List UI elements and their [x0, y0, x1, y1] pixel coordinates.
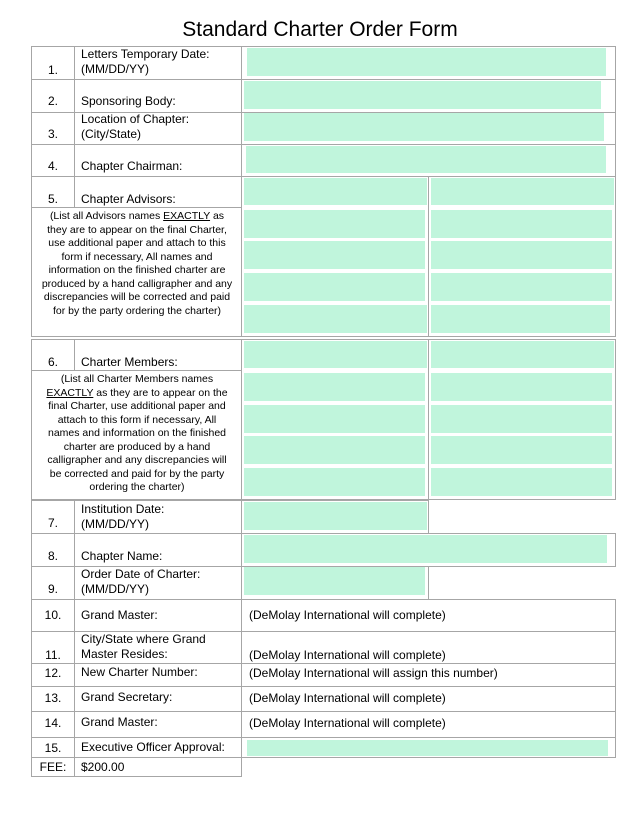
row-10-label: Grand Master: — [81, 608, 158, 622]
row-3-label-line1: Location of Chapter: — [81, 112, 190, 126]
row-9-number: 9. — [47, 582, 58, 596]
member-field-1a[interactable] — [244, 341, 427, 368]
advisors-note-exactly: EXACTLY — [163, 210, 211, 222]
advisors-note-line1-post: as — [210, 210, 225, 222]
row-8-label: Chapter Name: — [81, 549, 163, 563]
member-field-2b[interactable] — [431, 373, 612, 401]
sponsoring-body-field[interactable] — [244, 81, 601, 109]
member-field-3b[interactable] — [431, 405, 612, 433]
location-of-chapter-field[interactable] — [244, 113, 604, 141]
row-12-value: (DeMolay International will assign this number) — [249, 666, 498, 680]
row-6-label: Charter Members: — [81, 355, 178, 369]
member-field-5a[interactable] — [244, 468, 425, 496]
members-note-line6: charter are produced by a hand — [63, 440, 211, 453]
row-13-number: 13. — [44, 691, 62, 705]
members-note-line2-post: as they are to appear on the — [93, 386, 228, 399]
member-field-4b[interactable] — [431, 436, 612, 464]
members-note — [34, 373, 240, 495]
advisor-field-4b[interactable] — [431, 273, 612, 301]
row-15-number: 15. — [44, 741, 62, 755]
advisor-field-1a[interactable] — [244, 178, 427, 205]
advisors-note-line8: for by the party ordering the charter) — [52, 304, 222, 317]
members-note-exactly: EXACTLY — [46, 386, 94, 399]
row-9-label-line1: Order Date of Charter: — [81, 567, 201, 581]
fee-value: $200.00 — [81, 760, 125, 774]
order-date-of-charter-field[interactable] — [244, 567, 425, 595]
row-3-label-line2: (City/State) — [81, 127, 142, 141]
chapter-chairman-field[interactable] — [246, 146, 606, 173]
row-4-number: 4. — [47, 159, 58, 173]
row-11-label-line1: City/State where Grand — [81, 632, 206, 646]
institution-date-field[interactable] — [244, 502, 427, 530]
members-note-line3: final Charter, use additional paper and — [48, 400, 226, 412]
advisors-note-line7: discrepancies will be corrected and paid — [43, 291, 231, 303]
advisor-field-2a[interactable] — [244, 210, 425, 238]
form-title: Standard Charter Order Form — [182, 18, 458, 41]
row-15-label: Executive Officer Approval: — [81, 740, 225, 754]
row-10-value: (DeMolay International will complete) — [249, 608, 446, 622]
row-6-number: 6. — [47, 355, 58, 369]
row-7-number: 7. — [47, 516, 58, 530]
advisor-field-3b[interactable] — [431, 241, 612, 269]
chapter-name-field[interactable] — [244, 535, 607, 563]
row-4-label: Chapter Chairman: — [81, 159, 183, 173]
row-7-label-line1: Institution Date: — [81, 502, 165, 516]
row-1-label-line1: Letters Temporary Date: — [81, 47, 210, 61]
row-10-number: 10. — [44, 608, 62, 622]
member-field-2a[interactable] — [244, 373, 425, 401]
row-13-label: Grand Secretary: — [81, 690, 173, 704]
row-12-label: New Charter Number: — [81, 665, 198, 679]
advisor-field-2b[interactable] — [431, 210, 612, 238]
row-11-value: (DeMolay International will complete) — [249, 648, 446, 662]
row-9-label-line2: (MM/DD/YY) — [81, 582, 149, 596]
fee-label: FEE: — [39, 760, 67, 774]
row-1-number: 1. — [47, 63, 58, 77]
members-note-line4: attach to this form if necessary, All — [57, 413, 217, 426]
member-field-4a[interactable] — [244, 436, 425, 464]
row-14-number: 14. — [44, 716, 62, 730]
advisors-note-line5: information on the finished charter are — [48, 264, 226, 276]
row-1-label-line2: (MM/DD/YY) — [81, 62, 149, 76]
advisors-note — [34, 210, 240, 318]
members-note-line9: ordering the charter) — [89, 481, 185, 493]
member-field-1b[interactable] — [431, 341, 614, 368]
advisors-note-line4: form if necessary, All names and — [61, 250, 213, 263]
members-note-line1: (List all Charter Members names — [60, 373, 214, 385]
advisors-note-line3: use additional paper and attach to this — [48, 237, 226, 249]
row-5-number: 5. — [47, 192, 58, 206]
row-3-number: 3. — [47, 127, 58, 141]
row-13-value: (DeMolay International will complete) — [249, 691, 446, 705]
advisors-note-line6: produced by a hand calligrapher and any — [41, 277, 233, 290]
member-field-5b[interactable] — [431, 468, 612, 496]
row-5-label: Chapter Advisors: — [81, 192, 176, 206]
row-2-number: 2. — [47, 94, 58, 108]
members-note-line5: names and information on the finished — [47, 427, 227, 439]
row-11-label-line2: Master Resides: — [81, 647, 168, 661]
members-note-line8: be corrected and paid for by the party — [49, 467, 225, 480]
letters-temporary-date-field[interactable] — [247, 48, 606, 76]
row-8-number: 8. — [47, 549, 58, 563]
row-2-label: Sponsoring Body: — [81, 94, 176, 108]
row-11-number: 11. — [45, 648, 61, 662]
advisors-note-line1-pre: (List all Advisors names — [49, 210, 164, 222]
row-14-label: Grand Master: — [81, 715, 158, 729]
row-7-label-line2: (MM/DD/YY) — [81, 517, 149, 531]
row-14-value: (DeMolay International will complete) — [249, 716, 446, 730]
row-12-number: 12. — [44, 666, 62, 680]
advisor-field-1b[interactable] — [431, 178, 614, 205]
members-note-line7: calligrapher and any discrepancies will — [47, 454, 227, 466]
member-field-3a[interactable] — [244, 405, 425, 433]
advisor-field-4a[interactable] — [244, 273, 425, 301]
advisor-field-5b[interactable] — [431, 305, 610, 333]
advisor-field-5a[interactable] — [244, 305, 427, 333]
executive-officer-approval-field[interactable] — [247, 740, 608, 756]
advisors-note-line2: they are to appear on the final Charter, — [47, 223, 227, 236]
advisor-field-3a[interactable] — [244, 241, 425, 269]
